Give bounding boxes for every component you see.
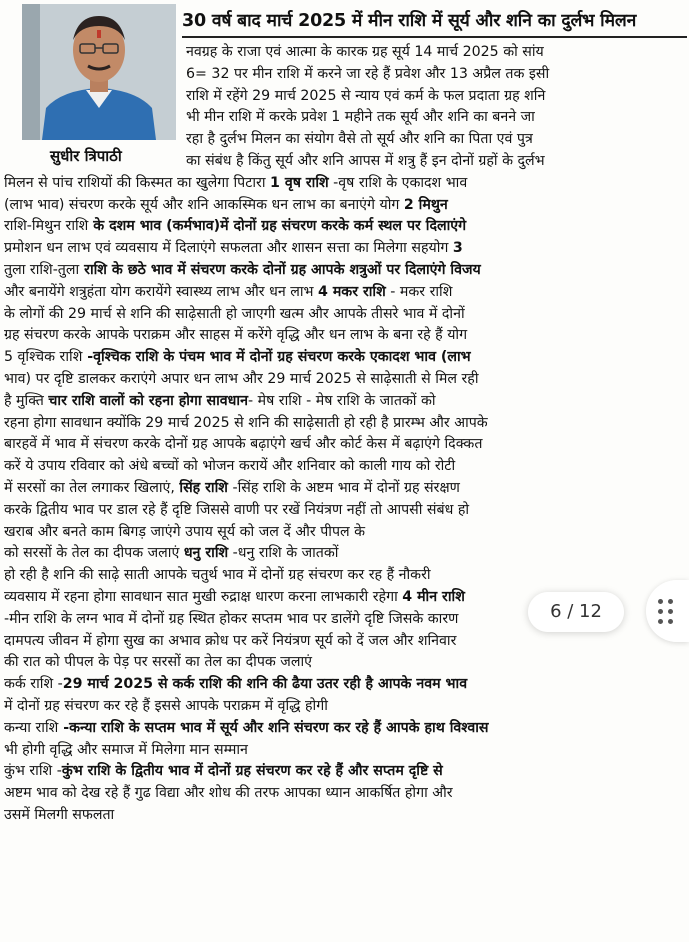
article-highlight: 4 मीन राशि bbox=[402, 589, 465, 605]
article-text: नवग्रह के राजा एवं आत्मा के कारक ग्रह सूर्य 14 मार्च 2025 को सांय bbox=[186, 44, 544, 60]
article-line bbox=[4, 413, 684, 434]
article-line bbox=[186, 151, 684, 172]
article-highlight: 29 मार्च 2025 से कर्क राशि की शनि की ढैया उतर रही है आपके नवम भाव bbox=[62, 676, 468, 693]
author-name: सुधीर त्रिपाठी bbox=[50, 147, 122, 165]
article-text: की रात को पीपल के पेड़ पर सरसों का तेल का दीपक जलाएं bbox=[4, 654, 312, 671]
article-text: में सरसों का तेल लगाकर खिलाएं, bbox=[4, 480, 180, 496]
article-text: उसमें मिलगी सफलता bbox=[4, 807, 115, 823]
article-line bbox=[4, 260, 684, 281]
article-text: दामपत्य जीवन में होगा सुख का अभाव क्रोध पर करें नियंत्रण सूर्य को दें जल और शनिवार bbox=[4, 632, 457, 649]
article-text: अष्टम भाव को देख रहे हैं गुढ विद्या और शोध की तरफ आपका ध्यान आकर्षित होगा और bbox=[4, 785, 453, 802]
article-text: प्रमोशन धन लाभ एवं व्यवसाय में दिलाएंगे सफलता और शासन सत्ता का मिलेगा सहयोग bbox=[4, 240, 453, 257]
article-line bbox=[186, 129, 684, 150]
article-line bbox=[4, 674, 684, 695]
article-text: -धनु राशि के जातकों bbox=[228, 545, 339, 562]
article-line bbox=[4, 718, 684, 739]
article-text: - मकर राशि bbox=[385, 283, 453, 300]
article-text: करके द्वितीय भाव पर डाल रहे हैं दृष्टि जिससे वाणी पर रखें नियंत्रण नहीं तो आपसी संबंध हो bbox=[4, 501, 470, 518]
article-line bbox=[186, 64, 684, 85]
article-text: ग्रह संचरण करके आपके पराक्रम और साहस में करेंगे वृद्धि और धन लाभ के बना रहे हैं योग bbox=[4, 327, 468, 344]
article-line bbox=[4, 565, 684, 586]
article-line bbox=[4, 783, 684, 804]
page-indicator: 6 / 12 bbox=[528, 592, 624, 632]
article-line bbox=[4, 522, 684, 543]
article-highlight: 2 मिथुन bbox=[403, 196, 448, 213]
article-line bbox=[4, 652, 684, 673]
article-highlight: -कन्या राशि के सप्तम भाव में सूर्य और शनि संचरण कर रहे हैं आपके हाथ विश्वास bbox=[58, 719, 489, 736]
dot-icon bbox=[658, 619, 663, 624]
article-text: बारहवें में भाव में संचरण करके दोनों ग्रह आपके बढ़ाएंगे खर्च और कोर्ट केस में बढ़ाएंगे दिक्कत bbox=[4, 436, 483, 453]
article-text: में दोनों ग्रह संचरण कर रहे हैं इससे आपके पराक्रम में वृद्धि होगी bbox=[4, 698, 328, 714]
article-highlight: चार राशि वालों को रहना होगा सावधान bbox=[48, 392, 248, 409]
article-line bbox=[4, 478, 684, 499]
article-headline: 30 वर्ष बाद मार्च 2025 में मीन राशि में सूर्य और शनि का दुर्लभ मिलन bbox=[182, 8, 687, 38]
article-text: 6= 32 पर मीन राशि में करने जा रहे हैं प्रवेश और 13 अप्रैल तक इसी bbox=[186, 65, 550, 82]
article-line bbox=[4, 500, 684, 521]
article-text: करें ये उपाय रविवार को अंधे बच्चों को भोजन करायें और शनिवार को काली गाय को रोटी bbox=[4, 458, 456, 475]
dot-icon bbox=[668, 609, 673, 614]
article-highlight: राशि के छठे भाव में संचरण करके दोनों ग्रह आपके शत्रुओं पर दिलाएंगे विजय bbox=[79, 262, 481, 278]
article-text: के लोगों की 29 मार्च से शनि की साढ़ेसाती हो जाएगी खत्म और आपके तीसरे भाव में दोनों bbox=[4, 305, 465, 322]
article-line bbox=[4, 325, 684, 346]
article-line bbox=[4, 216, 684, 237]
article-text: -मीन राशि के लग्न भाव में दोनों ग्रह स्थित होकर सप्तम भाव पर डालेंगे दृष्टि जिसके कारण bbox=[4, 610, 459, 627]
article-text: रहा है दुर्लभ मिलन का संयोग वैसे तो सूर्य और शनि का पिता एवं पुत्र bbox=[186, 131, 533, 148]
article-line bbox=[4, 805, 684, 826]
article-text: कन्या राशि bbox=[4, 719, 59, 736]
article-text: को सरसों के तेल का दीपक जलाएं bbox=[4, 545, 184, 562]
dot-icon bbox=[668, 599, 673, 604]
article-line bbox=[186, 107, 684, 128]
article-text: खराब और बनते काम बिगड़ जाएंगे उपाय सूर्य को जल दें और पीपल के bbox=[4, 523, 366, 540]
article-text: - मेष राशि - मेष राशि के जातकों को bbox=[247, 392, 436, 409]
article-text: व्यवसाय में रहना होगा सावधान सात मुखी रुद्राक्ष धारण करना लाभकारी रहेगा bbox=[4, 589, 403, 605]
article-highlight: के दशम भाव (कर्मभाव)में दोनों ग्रह संचरण करके कर्म स्थल पर दिलाएंगे bbox=[88, 218, 467, 235]
article-text: राशि-मिथुन राशि bbox=[4, 218, 89, 235]
article-line bbox=[4, 543, 684, 564]
article-highlight: -वृश्चिक राशि के पंचम भाव में दोनों ग्रह संचरण करके एकादश भाव (लाभ bbox=[82, 349, 471, 366]
article-line bbox=[4, 761, 684, 782]
article-line bbox=[4, 369, 684, 390]
article-line bbox=[4, 304, 684, 325]
dot-icon bbox=[658, 609, 663, 614]
author-photo-image bbox=[22, 4, 176, 140]
article-line bbox=[4, 696, 684, 717]
article-text: -सिंह राशि के अष्टम भाव में दोनों ग्रह संरक्षण bbox=[227, 480, 460, 496]
article-line bbox=[4, 282, 684, 303]
author-photo bbox=[22, 4, 176, 140]
dot-icon bbox=[668, 619, 673, 624]
article-text: हो रही है शनि की साढ़े साती आपके चतुर्थ भाव में दोनों ग्रह संचरण कर रह हैं नौकरी bbox=[4, 567, 431, 584]
article-line bbox=[4, 631, 684, 652]
article-highlight: धनु राशि bbox=[183, 545, 229, 562]
article-line bbox=[186, 42, 684, 63]
article-line bbox=[4, 238, 684, 259]
article-text: है मुक्ति bbox=[4, 392, 49, 409]
article-text: तुला राशि-तुला bbox=[4, 262, 80, 278]
article-text: (लाभ भाव) संचरण करके सूर्य और शनि आकस्मिक धन लाभ का बनाएंगे योग bbox=[4, 196, 404, 213]
article-line bbox=[4, 391, 684, 412]
article-line bbox=[4, 195, 684, 216]
article-highlight: 4 मकर राशि bbox=[318, 283, 386, 300]
article-text: राशि में रहेंगे 29 मार्च 2025 से न्याय एवं कर्म के फल प्रदाता ग्रह शनि bbox=[186, 87, 546, 104]
article-highlight: कुंभ राशि के द्वितीय भाव में दोनों ग्रह संचरण कर रहे हैं और सप्तम दृष्टि से bbox=[61, 763, 443, 780]
article-highlight: 3 bbox=[452, 240, 463, 257]
article-text: 5 वृश्चिक राशि bbox=[4, 349, 83, 366]
article-line bbox=[4, 456, 684, 477]
article-text: मिलन से पांच राशियों की किस्मत का खुलेगा पिटारा bbox=[4, 174, 271, 191]
article-line bbox=[4, 740, 684, 761]
article-text: कर्क राशि - bbox=[4, 676, 63, 693]
article-line bbox=[4, 173, 684, 194]
article-text: भी मीन राशि में करके प्रवेश 1 महीने तक सूर्य और शनि का बनने जा bbox=[186, 109, 535, 126]
article-text: भाव) पर दृष्टि डालकर कराएंगे अपार धन लाभ और 29 मार्च 2025 से साढ़ेसाती से मिल रही bbox=[4, 371, 479, 387]
article-text: रहना होगा सावधान क्योंकि 29 मार्च 2025 से शनि की साढ़ेसाती हो रही है प्रारम्भ और आपके bbox=[4, 414, 488, 431]
article-text: कुंभ राशि - bbox=[4, 763, 62, 780]
article-text: का संबंध है किंतु सूर्य और शनि आपस में शत्रु हैं इन दोनों ग्रहों के दुर्लभ bbox=[186, 153, 545, 169]
article-line bbox=[186, 86, 684, 107]
article-text: भी होगी वृद्धि और समाज में मिलेगा मान सम्मान bbox=[4, 741, 248, 758]
article-text: और बनायेंगे शत्रुहंता योग करायेंगे स्वास्थ्य लाभ और धन लाभ bbox=[4, 283, 319, 300]
article-highlight: 1 वृष राशि bbox=[270, 174, 329, 191]
dot-icon bbox=[658, 599, 663, 604]
article-line bbox=[4, 434, 684, 455]
article-line bbox=[4, 347, 684, 368]
article-text: -वृष राशि के एकादश भाव bbox=[328, 174, 468, 191]
article-highlight: सिंह राशि bbox=[179, 480, 228, 496]
